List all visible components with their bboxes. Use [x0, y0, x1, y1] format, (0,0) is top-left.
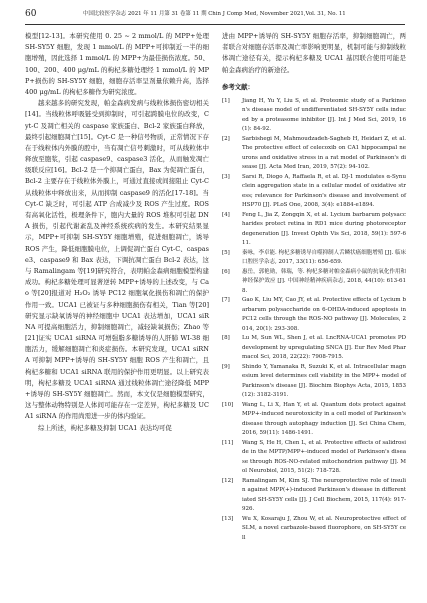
reference-number: [4]	[222, 211, 230, 218]
reference-text: Feng L, Jia Z, Zongqin X, et al. Lycium barbarum polysaccharides protect retina in RD1 mice during photoreceptor degeneration [J]. Invest Ophth Vis Sci, 2018, 59(1): 597-611.	[242, 211, 406, 247]
body-paragraph: 综上所述，枸杞多糖及抑制 UCA1 表达均可促	[38, 423, 172, 432]
reference-item	[222, 296, 406, 334]
reference-item	[222, 401, 406, 439]
reference-item	[222, 97, 406, 135]
reference-text: 惠岳，郭艳勋，韩瑞，等. 枸杞多糖对帕金森病小鼠的抗氧化作用和神经保护效应 [J]. 中国神经精神疾病杂志, 2018, 44(10): 613-618.	[242, 268, 406, 294]
reference-number: [10]	[222, 401, 234, 408]
body-paragraph: 模型[12-13]。本研究使用 0. 25 ~ 2 mmol/L 的 MPP+处理 SH-SY5Y 细胞，发现 1 mmol/L 的 MPP+可抑制近一半的细胞增殖，因此选择 1 mmol/L 的 MPP+为最佳损伤浓度。50、100、200、400 μg/mL 的枸杞多糖处理经 1 mmol/L 的 MPP+损伤的 SH-SY5Y 细胞，细胞存活率呈剂量依赖升高，选择 400 μg/mL 的枸杞多糖作为研究浓度。	[25, 32, 209, 96]
reference-item	[222, 211, 406, 249]
reference-number: [8]	[222, 335, 230, 342]
reference-text: 秦咏，李卓能. 枸杞多糖诱导自噬抑制人舌鳞状癌细胞增殖 [J]. 临床口腔医学杂志, 2017, 33(11): 656-659.	[242, 249, 406, 266]
page-number: 60	[25, 9, 37, 19]
reference-number: [2]	[222, 135, 230, 142]
reference-item	[222, 334, 406, 363]
reference-number: [6]	[222, 268, 230, 275]
body-paragraph: 越来越多的研究发现，帕金森病发病与线粒体损伤密切相关[14]。当线粒体呼吸链受到抑制时，可引起跨膜电位的改变，Cyt-C 及凋亡相关的 caspase 家族蛋白、Bcl-2 家族蛋白释放，最终引起细胞凋亡[15]。Cyt-C 是一种信号物质，正常情况下存在于线粒体内外膜的腔中，当有凋亡信号刺激时，可从线粒体中释放至胞浆，引起 caspase9、caspase3 活化，从而触发凋亡级联反应[16]。Bcl-2 是一个抑凋亡蛋白，Bax 为促凋亡蛋白，Bcl-2 主要存在于线粒体外膜上，可通过直接或间接阻止 Cyt-C 从线粒体中释放出来，从而抑制 caspase9 的活化[17-18]。当 Cyt-C 缺乏时，可引起 ATP 合成减少及 ROS 产生过度。ROS 有高氧化活性，极理条件下，胞内大量的 ROS 堆积可引起 DNA 损伤，引起代谢紊乱及神经系统疾病的发生。本研究结果显示，MPP+可抑制 SH-SY5Y 细胞增殖，促进细胞凋亡，诱导 ROS 产生，降低细胞膜电位，上调促凋亡蛋白 Cyt-C、caspase3、caspase9 和 Bax 表达，下调抗凋亡蛋白 Bcl-2 表达，这与 Ramalingam 等[19]研究符合，表明帕金森病细胞模型构建成功。枸杞多糖处理可显著逆转 MPP+诱导的上述改变，与 Cao 等[20]报道对 H₂O₂ 诱导 PC12 细胞氧化损伤和凋亡的保护作用一致。UCA1 已被证与多种细胞损伤有相关，Tian 等[20]研究显示缺氧诱导的神经细胞中 UCA1 表达增加，UCA1 siRNA 可提高细胞活力，抑制细胞凋亡，减轻缺氧损伤；Zhao 等[21]证实 UCA1 siRNA 可增强脂多糖诱导的人肝肺 WI-38 细胞活力，缓解细胞凋亡和炎症损伤。本研究发现，UCA1 siRNA 可抑制 MPP+诱导的 SH-SY5Y 细胞 ROS 产生和凋亡，且枸杞多糖和 UCA1 siRNA 联用的保护作用更明显。以上研究表明，枸杞多糖及 UCA1 siRNA 通过线粒体凋亡途径降低 MPP+诱导的 SH-SY5Y 细胞凋亡。然而，本文仅是细胞模型研究，这与整体动物特别是人体间可能存在一定差异，枸杞多糖及 UCA1 siRNA 的作用尚需进一步的体内验证。	[25, 99, 209, 421]
right-column	[222, 31, 406, 543]
reference-number: [9]	[222, 363, 230, 370]
reference-number: [3]	[222, 173, 230, 180]
reference-text: Wang L, Li X, Han Y, et al. Quantum dots protect against MPP+-induced neurotoxicity in a cell model of Parkinson's disease through autophagy induction [J]. Sci China Chem, 2016, 59(11): 1486-1491.	[242, 401, 406, 437]
reference-text: Gao K, Liu MY, Cao JY, et al. Protective effects of Lycium barbarum polysaccharide on 6-OHDA-induced apoptosis in PC12 cells through the ROS-NO pathway [J]. Molecules, 2014, 20(1): 293-308.	[242, 297, 406, 332]
reference-number: [13]	[222, 515, 234, 522]
reference-item	[222, 249, 406, 268]
reference-text: Wang S, He H, Chen L, et al. Protective effects of salidroside in the MPTP/MPP+-induced model of Parkinson's disease through ROS-NO-related mitochondrion pathway [J]. Mol Neurobiol, 2015, 51(2): 718-728.	[242, 439, 406, 475]
reference-number: [5]	[222, 249, 230, 256]
reference-text: Shindo Y, Yamanaka R, Suzuki K, et al. Intracellular magnesium level determines cell viability in the MPP+ model of Parkinson's disease [J]. Biochim Biophys Acta, 2015, 1853(12): 3182-3191.	[242, 363, 406, 399]
reference-item	[222, 439, 406, 477]
reference-item	[222, 363, 406, 401]
page-header	[25, 9, 405, 21]
references-heading: 参考文献：	[222, 82, 254, 91]
reference-number: [12]	[222, 477, 234, 484]
reference-number: [11]	[222, 439, 234, 446]
reference-number: [1]	[222, 97, 230, 104]
reference-text: Sarbishegi M, Mahmoudzadeh-Sagheb H, Heidari Z, et al. The protective effect of celecoxib on CA1 hippocampal neurons and oxidative stress in a rat model of Parkinson's disease [J]. Acta Med Iran, 2019, 57(2): 94-102.	[242, 135, 406, 171]
reference-list	[222, 97, 406, 544]
reference-item	[222, 515, 406, 544]
header-rule	[25, 24, 405, 25]
reference-item	[222, 268, 406, 297]
reference-text: Lu M, Sun WL, Shen J, et al. LncRNA-UCA1 promotes PD development by upregulating SNCA [J]. Eur Rev Med Pharmacol Sci, 2018, 22(22): 7908-7915.	[242, 335, 406, 361]
reference-number: [7]	[222, 297, 230, 304]
reference-item	[222, 477, 406, 515]
reference-text: Ramalingam M, Kim SJ. The neuroprotective role of insulin against MPP(+)-induced Parkinson's disease in differentiated SH-SY5Y cells [J]. J Cell Biochem, 2015, 117(4): 917-926.	[242, 477, 406, 513]
reference-item	[222, 173, 406, 211]
reference-text: Sarsi R, Diogo A, Raffaela R, et al. DJ-1 modulates α-Synuclein aggregation state in a cellular model of oxidative stress; relevance for Parkinson's disease and involvement of HSP70 [J]. PLoS One, 2008, 3(4): e1884-e1894.	[242, 173, 406, 209]
journal-running-title: 中国比较医学杂志 2021 年 11 月第 31 卷第 11 期 Chin J Comp Med, November 2021,Vol. 31, No. 11	[83, 11, 346, 17]
reference-item	[222, 135, 406, 173]
reference-text: Jiang H, Yu Y, Liu S, et al. Proteomic study of a Parkinson's disease model of undifferentiated SH-SY5Y cells induced by a proteasome inhibitor [J]. Int J Med Sci, 2019, 16(1): 84-92.	[242, 97, 406, 133]
conclusion-paragraph: 进由 MPP+诱导的 SH-SY5Y 细胞存活率，抑制细胞凋亡，两者联合对细胞存活率及凋亡率影响更明显，机制可能与抑制线粒体凋亡途径有关，提示枸杞多糖及 UCA1 基因联合使用可能是帕金森病治疗的新途径。	[222, 32, 406, 74]
reference-text: Wu X, Kosaraju J, Zhou W, et al. Neuroprotective effect of SLM, a novel carbazole-based fluorophore, on SH-SY5Y cell	[242, 515, 406, 541]
left-column	[25, 31, 209, 434]
